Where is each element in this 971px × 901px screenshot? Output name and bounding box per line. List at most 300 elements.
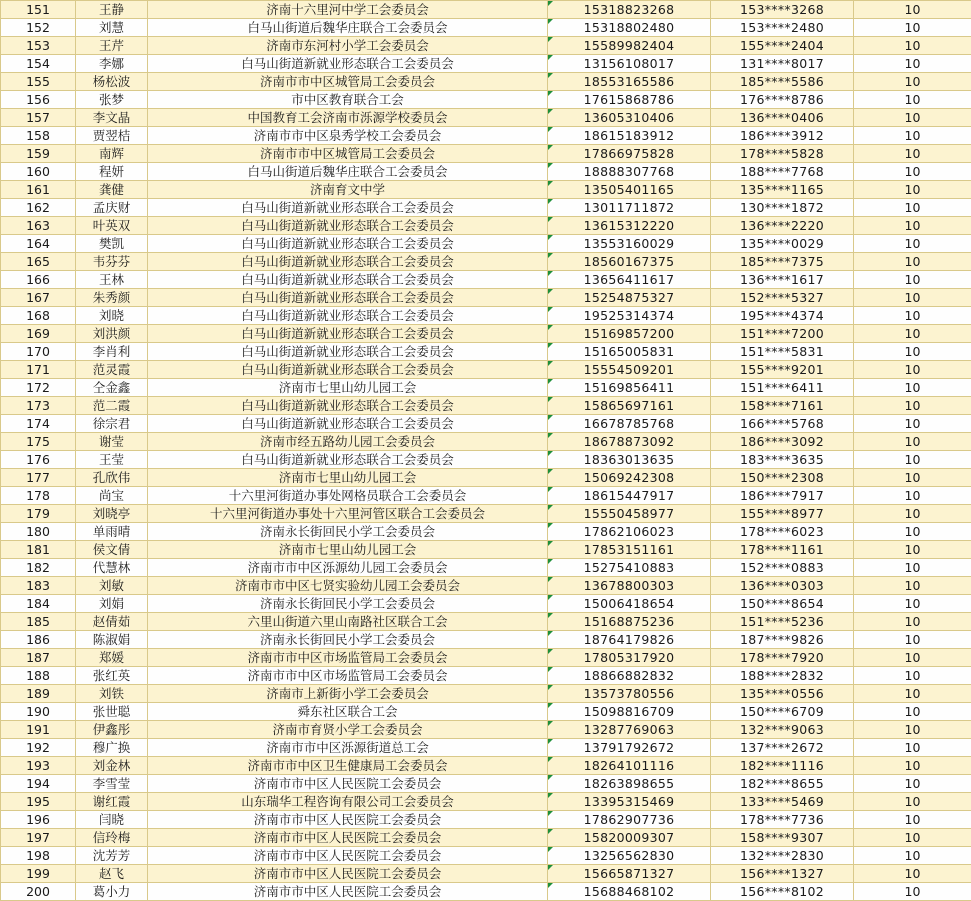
cell-phone[interactable]: 17862907736: [548, 811, 711, 829]
cell-masked-phone[interactable]: 136****2220: [711, 217, 854, 235]
cell-masked-phone[interactable]: 151****7200: [711, 325, 854, 343]
cell-count[interactable]: 10: [854, 73, 971, 91]
cell-name[interactable]: 穆广换: [76, 739, 148, 757]
cell-count[interactable]: 10: [854, 541, 971, 559]
cell-row-number[interactable]: 185: [1, 613, 76, 631]
cell-phone[interactable]: 15069242308: [548, 469, 711, 487]
cell-masked-phone[interactable]: 188****7768: [711, 163, 854, 181]
cell-phone[interactable]: 13678800303: [548, 577, 711, 595]
cell-row-number[interactable]: 163: [1, 217, 76, 235]
cell-name[interactable]: 侯文倩: [76, 541, 148, 559]
cell-masked-phone[interactable]: 158****7161: [711, 397, 854, 415]
cell-organization[interactable]: 济南十六里河中学工会委员会: [148, 1, 548, 19]
cell-count[interactable]: 10: [854, 595, 971, 613]
cell-row-number[interactable]: 173: [1, 397, 76, 415]
cell-row-number[interactable]: 188: [1, 667, 76, 685]
cell-row-number[interactable]: 159: [1, 145, 76, 163]
cell-row-number[interactable]: 191: [1, 721, 76, 739]
cell-row-number[interactable]: 200: [1, 883, 76, 901]
cell-organization[interactable]: 济南永长街回民小学工会委员会: [148, 631, 548, 649]
cell-row-number[interactable]: 157: [1, 109, 76, 127]
cell-masked-phone[interactable]: 155****8977: [711, 505, 854, 523]
cell-phone[interactable]: 18615447917: [548, 487, 711, 505]
cell-count[interactable]: 10: [854, 181, 971, 199]
cell-organization[interactable]: 白马山街道新就业形态联合工会委员会: [148, 343, 548, 361]
cell-row-number[interactable]: 168: [1, 307, 76, 325]
cell-count[interactable]: 10: [854, 883, 971, 901]
cell-name[interactable]: 张红英: [76, 667, 148, 685]
cell-row-number[interactable]: 179: [1, 505, 76, 523]
cell-masked-phone[interactable]: 150****6709: [711, 703, 854, 721]
cell-phone[interactable]: 13287769063: [548, 721, 711, 739]
cell-name[interactable]: 李文晶: [76, 109, 148, 127]
cell-count[interactable]: 10: [854, 397, 971, 415]
cell-phone[interactable]: 13791792672: [548, 739, 711, 757]
cell-phone[interactable]: 18263898655: [548, 775, 711, 793]
cell-organization[interactable]: 济南市市中区七贤实验幼儿园工会委员会: [148, 577, 548, 595]
cell-count[interactable]: 10: [854, 757, 971, 775]
cell-phone[interactable]: 15318823268: [548, 1, 711, 19]
cell-name[interactable]: 韦芬芬: [76, 253, 148, 271]
cell-phone[interactable]: 18560167375: [548, 253, 711, 271]
cell-phone[interactable]: 15820009307: [548, 829, 711, 847]
cell-name[interactable]: 张梦: [76, 91, 148, 109]
cell-name[interactable]: 谢莹: [76, 433, 148, 451]
cell-masked-phone[interactable]: 136****0303: [711, 577, 854, 595]
cell-row-number[interactable]: 164: [1, 235, 76, 253]
cell-phone[interactable]: 15318802480: [548, 19, 711, 37]
cell-masked-phone[interactable]: 151****6411: [711, 379, 854, 397]
cell-row-number[interactable]: 153: [1, 37, 76, 55]
cell-count[interactable]: 10: [854, 271, 971, 289]
cell-phone[interactable]: 13395315469: [548, 793, 711, 811]
cell-phone[interactable]: 13505401165: [548, 181, 711, 199]
cell-name[interactable]: 沈芳芳: [76, 847, 148, 865]
cell-organization[interactable]: 白马山街道新就业形态联合工会委员会: [148, 199, 548, 217]
cell-phone[interactable]: 17866975828: [548, 145, 711, 163]
cell-organization[interactable]: 济南市市中区泺源幼儿园工会委员会: [148, 559, 548, 577]
cell-organization[interactable]: 济南市市中区市场监管局工会委员会: [148, 667, 548, 685]
cell-masked-phone[interactable]: 152****5327: [711, 289, 854, 307]
cell-name[interactable]: 代慧林: [76, 559, 148, 577]
cell-row-number[interactable]: 154: [1, 55, 76, 73]
cell-phone[interactable]: 13156108017: [548, 55, 711, 73]
cell-organization[interactable]: 济南市七里山幼儿园工会: [148, 469, 548, 487]
cell-count[interactable]: 10: [854, 37, 971, 55]
cell-organization[interactable]: 白马山街道新就业形态联合工会委员会: [148, 361, 548, 379]
cell-masked-phone[interactable]: 151****5236: [711, 613, 854, 631]
cell-row-number[interactable]: 151: [1, 1, 76, 19]
cell-organization[interactable]: 十六里河街道办事处网格员联合工会委员会: [148, 487, 548, 505]
cell-phone[interactable]: 15275410883: [548, 559, 711, 577]
cell-masked-phone[interactable]: 130****1872: [711, 199, 854, 217]
cell-organization[interactable]: 济南市七里山幼儿园工会: [148, 379, 548, 397]
cell-row-number[interactable]: 178: [1, 487, 76, 505]
cell-name[interactable]: 南辉: [76, 145, 148, 163]
cell-phone[interactable]: 15169856411: [548, 379, 711, 397]
cell-organization[interactable]: 济南市市中区人民医院工会委员会: [148, 847, 548, 865]
cell-name[interactable]: 陈淑娟: [76, 631, 148, 649]
cell-phone[interactable]: 17805317920: [548, 649, 711, 667]
cell-phone[interactable]: 19525314374: [548, 307, 711, 325]
cell-organization[interactable]: 济南永长街回民小学工会委员会: [148, 523, 548, 541]
cell-count[interactable]: 10: [854, 703, 971, 721]
cell-masked-phone[interactable]: 135****0556: [711, 685, 854, 703]
cell-masked-phone[interactable]: 185****5586: [711, 73, 854, 91]
cell-row-number[interactable]: 174: [1, 415, 76, 433]
cell-row-number[interactable]: 156: [1, 91, 76, 109]
cell-organization[interactable]: 舜东社区联合工会: [148, 703, 548, 721]
cell-name[interactable]: 葛小力: [76, 883, 148, 901]
cell-masked-phone[interactable]: 155****2404: [711, 37, 854, 55]
cell-count[interactable]: 10: [854, 307, 971, 325]
cell-name[interactable]: 李雪莹: [76, 775, 148, 793]
cell-row-number[interactable]: 160: [1, 163, 76, 181]
cell-phone[interactable]: 18615183912: [548, 127, 711, 145]
cell-phone[interactable]: 13553160029: [548, 235, 711, 253]
cell-name[interactable]: 李肖利: [76, 343, 148, 361]
cell-organization[interactable]: 济南市市中区人民医院工会委员会: [148, 775, 548, 793]
cell-name[interactable]: 刘洪颜: [76, 325, 148, 343]
cell-name[interactable]: 贾翌桔: [76, 127, 148, 145]
cell-phone[interactable]: 16678785768: [548, 415, 711, 433]
cell-name[interactable]: 徐宗君: [76, 415, 148, 433]
cell-phone[interactable]: 13656411617: [548, 271, 711, 289]
cell-count[interactable]: 10: [854, 253, 971, 271]
cell-count[interactable]: 10: [854, 721, 971, 739]
cell-count[interactable]: 10: [854, 127, 971, 145]
cell-row-number[interactable]: 177: [1, 469, 76, 487]
cell-organization[interactable]: 济南育文中学: [148, 181, 548, 199]
cell-count[interactable]: 10: [854, 109, 971, 127]
cell-organization[interactable]: 济南市市中区城管局工会委员会: [148, 73, 548, 91]
cell-name[interactable]: 刘铁: [76, 685, 148, 703]
cell-organization[interactable]: 济南市市中区市场监管局工会委员会: [148, 649, 548, 667]
cell-masked-phone[interactable]: 150****8654: [711, 595, 854, 613]
cell-phone[interactable]: 13605310406: [548, 109, 711, 127]
cell-phone[interactable]: 15165005831: [548, 343, 711, 361]
cell-masked-phone[interactable]: 131****8017: [711, 55, 854, 73]
cell-phone[interactable]: 15254875327: [548, 289, 711, 307]
cell-count[interactable]: 10: [854, 685, 971, 703]
cell-masked-phone[interactable]: 186****3912: [711, 127, 854, 145]
cell-count[interactable]: 10: [854, 415, 971, 433]
cell-count[interactable]: 10: [854, 379, 971, 397]
cell-masked-phone[interactable]: 156****1327: [711, 865, 854, 883]
cell-masked-phone[interactable]: 136****0406: [711, 109, 854, 127]
cell-organization[interactable]: 六里山街道六里山南路社区联合工会: [148, 613, 548, 631]
cell-row-number[interactable]: 176: [1, 451, 76, 469]
cell-masked-phone[interactable]: 178****1161: [711, 541, 854, 559]
cell-masked-phone[interactable]: 156****8102: [711, 883, 854, 901]
cell-row-number[interactable]: 194: [1, 775, 76, 793]
cell-organization[interactable]: 济南市市中区人民医院工会委员会: [148, 865, 548, 883]
cell-row-number[interactable]: 190: [1, 703, 76, 721]
cell-row-number[interactable]: 189: [1, 685, 76, 703]
cell-row-number[interactable]: 158: [1, 127, 76, 145]
cell-phone[interactable]: 15665871327: [548, 865, 711, 883]
cell-organization[interactable]: 山东瑞华工程咨询有限公司工会委员会: [148, 793, 548, 811]
cell-row-number[interactable]: 161: [1, 181, 76, 199]
cell-masked-phone[interactable]: 188****2832: [711, 667, 854, 685]
cell-name[interactable]: 孔欣伟: [76, 469, 148, 487]
cell-count[interactable]: 10: [854, 451, 971, 469]
cell-count[interactable]: 10: [854, 487, 971, 505]
cell-phone[interactable]: 15006418654: [548, 595, 711, 613]
cell-organization[interactable]: 中国教育工会济南市泺源学校委员会: [148, 109, 548, 127]
cell-count[interactable]: 10: [854, 163, 971, 181]
cell-row-number[interactable]: 167: [1, 289, 76, 307]
cell-count[interactable]: 10: [854, 829, 971, 847]
cell-organization[interactable]: 济南市上新街小学工会委员会: [148, 685, 548, 703]
cell-organization[interactable]: 济南市市中区城管局工会委员会: [148, 145, 548, 163]
cell-row-number[interactable]: 195: [1, 793, 76, 811]
cell-row-number[interactable]: 198: [1, 847, 76, 865]
cell-count[interactable]: 10: [854, 577, 971, 595]
cell-count[interactable]: 10: [854, 145, 971, 163]
cell-phone[interactable]: 15550458977: [548, 505, 711, 523]
cell-count[interactable]: 10: [854, 649, 971, 667]
cell-count[interactable]: 10: [854, 793, 971, 811]
cell-organization[interactable]: 济南市市中区人民医院工会委员会: [148, 829, 548, 847]
cell-name[interactable]: 刘慧: [76, 19, 148, 37]
cell-masked-phone[interactable]: 158****9307: [711, 829, 854, 847]
cell-name[interactable]: 赵飞: [76, 865, 148, 883]
cell-phone[interactable]: 13573780556: [548, 685, 711, 703]
cell-name[interactable]: 王芹: [76, 37, 148, 55]
cell-row-number[interactable]: 186: [1, 631, 76, 649]
cell-organization[interactable]: 济南市经五路幼儿园工会委员会: [148, 433, 548, 451]
cell-count[interactable]: 10: [854, 343, 971, 361]
cell-phone[interactable]: 18363013635: [548, 451, 711, 469]
cell-name[interactable]: 王莹: [76, 451, 148, 469]
cell-phone[interactable]: 18764179826: [548, 631, 711, 649]
cell-row-number[interactable]: 193: [1, 757, 76, 775]
cell-masked-phone[interactable]: 133****5469: [711, 793, 854, 811]
cell-phone[interactable]: 15554509201: [548, 361, 711, 379]
cell-name[interactable]: 王林: [76, 271, 148, 289]
cell-phone[interactable]: 18553165586: [548, 73, 711, 91]
cell-organization[interactable]: 济南市东河村小学工会委员会: [148, 37, 548, 55]
cell-name[interactable]: 谢红霞: [76, 793, 148, 811]
cell-masked-phone[interactable]: 153****2480: [711, 19, 854, 37]
cell-count[interactable]: 10: [854, 847, 971, 865]
cell-name[interactable]: 刘晓亭: [76, 505, 148, 523]
cell-organization[interactable]: 十六里河街道办事处十六里河管区联合工会委员会: [148, 505, 548, 523]
cell-name[interactable]: 赵倩茹: [76, 613, 148, 631]
cell-masked-phone[interactable]: 135****1165: [711, 181, 854, 199]
cell-name[interactable]: 叶英双: [76, 217, 148, 235]
cell-count[interactable]: 10: [854, 199, 971, 217]
cell-count[interactable]: 10: [854, 523, 971, 541]
cell-organization[interactable]: 白马山街道新就业形态联合工会委员会: [148, 217, 548, 235]
cell-masked-phone[interactable]: 135****0029: [711, 235, 854, 253]
cell-name[interactable]: 张世聪: [76, 703, 148, 721]
cell-name[interactable]: 李娜: [76, 55, 148, 73]
cell-row-number[interactable]: 180: [1, 523, 76, 541]
cell-count[interactable]: 10: [854, 289, 971, 307]
cell-phone[interactable]: 18264101116: [548, 757, 711, 775]
cell-row-number[interactable]: 162: [1, 199, 76, 217]
cell-organization[interactable]: 白马山街道新就业形态联合工会委员会: [148, 253, 548, 271]
cell-name[interactable]: 朱秀颜: [76, 289, 148, 307]
cell-count[interactable]: 10: [854, 667, 971, 685]
cell-masked-phone[interactable]: 178****5828: [711, 145, 854, 163]
cell-organization[interactable]: 济南市市中区泺源街道总工会: [148, 739, 548, 757]
cell-organization[interactable]: 白马山街道新就业形态联合工会委员会: [148, 289, 548, 307]
cell-masked-phone[interactable]: 166****5768: [711, 415, 854, 433]
cell-row-number[interactable]: 197: [1, 829, 76, 847]
cell-phone[interactable]: 13615312220: [548, 217, 711, 235]
cell-phone[interactable]: 17615868786: [548, 91, 711, 109]
cell-masked-phone[interactable]: 176****8786: [711, 91, 854, 109]
cell-masked-phone[interactable]: 186****3092: [711, 433, 854, 451]
cell-count[interactable]: 10: [854, 55, 971, 73]
cell-count[interactable]: 10: [854, 775, 971, 793]
cell-row-number[interactable]: 183: [1, 577, 76, 595]
cell-count[interactable]: 10: [854, 469, 971, 487]
cell-name[interactable]: 龚健: [76, 181, 148, 199]
cell-masked-phone[interactable]: 182****1116: [711, 757, 854, 775]
cell-organization[interactable]: 白马山街道后魏华庄联合工会委员会: [148, 163, 548, 181]
cell-organization[interactable]: 白马山街道新就业形态联合工会委员会: [148, 307, 548, 325]
cell-name[interactable]: 樊凯: [76, 235, 148, 253]
cell-phone[interactable]: 17862106023: [548, 523, 711, 541]
cell-organization[interactable]: 白马山街道新就业形态联合工会委员会: [148, 235, 548, 253]
cell-name[interactable]: 刘敏: [76, 577, 148, 595]
cell-masked-phone[interactable]: 155****9201: [711, 361, 854, 379]
cell-masked-phone[interactable]: 178****7736: [711, 811, 854, 829]
cell-masked-phone[interactable]: 151****5831: [711, 343, 854, 361]
cell-masked-phone[interactable]: 178****6023: [711, 523, 854, 541]
cell-row-number[interactable]: 199: [1, 865, 76, 883]
cell-masked-phone[interactable]: 150****2308: [711, 469, 854, 487]
cell-count[interactable]: 10: [854, 235, 971, 253]
cell-count[interactable]: 10: [854, 811, 971, 829]
cell-row-number[interactable]: 169: [1, 325, 76, 343]
cell-masked-phone[interactable]: 178****7920: [711, 649, 854, 667]
cell-name[interactable]: 伊鑫彤: [76, 721, 148, 739]
cell-organization[interactable]: 白马山街道新就业形态联合工会委员会: [148, 55, 548, 73]
cell-name[interactable]: 刘金林: [76, 757, 148, 775]
cell-count[interactable]: 10: [854, 559, 971, 577]
cell-name[interactable]: 仝金鑫: [76, 379, 148, 397]
cell-name[interactable]: 单雨晴: [76, 523, 148, 541]
cell-organization[interactable]: 济南市市中区泉秀学校工会委员会: [148, 127, 548, 145]
cell-name[interactable]: 范二霞: [76, 397, 148, 415]
cell-count[interactable]: 10: [854, 631, 971, 649]
cell-phone[interactable]: 15168875236: [548, 613, 711, 631]
cell-count[interactable]: 10: [854, 19, 971, 37]
cell-organization[interactable]: 市中区教育联合工会: [148, 91, 548, 109]
cell-phone[interactable]: 15865697161: [548, 397, 711, 415]
cell-organization[interactable]: 白马山街道新就业形态联合工会委员会: [148, 271, 548, 289]
cell-phone[interactable]: 18866882832: [548, 667, 711, 685]
cell-row-number[interactable]: 192: [1, 739, 76, 757]
cell-phone[interactable]: 15169857200: [548, 325, 711, 343]
cell-organization[interactable]: 白马山街道新就业形态联合工会委员会: [148, 397, 548, 415]
cell-masked-phone[interactable]: 132****9063: [711, 721, 854, 739]
cell-organization[interactable]: 济南市市中区人民医院工会委员会: [148, 883, 548, 901]
cell-phone[interactable]: 15098816709: [548, 703, 711, 721]
cell-count[interactable]: 10: [854, 433, 971, 451]
cell-row-number[interactable]: 165: [1, 253, 76, 271]
cell-phone[interactable]: 15688468102: [548, 883, 711, 901]
cell-phone[interactable]: 15589982404: [548, 37, 711, 55]
cell-row-number[interactable]: 187: [1, 649, 76, 667]
cell-phone[interactable]: 13011711872: [548, 199, 711, 217]
cell-row-number[interactable]: 166: [1, 271, 76, 289]
cell-name[interactable]: 闫晓: [76, 811, 148, 829]
cell-masked-phone[interactable]: 195****4374: [711, 307, 854, 325]
cell-count[interactable]: 10: [854, 865, 971, 883]
cell-row-number[interactable]: 172: [1, 379, 76, 397]
cell-organization[interactable]: 白马山街道新就业形态联合工会委员会: [148, 325, 548, 343]
cell-count[interactable]: 10: [854, 217, 971, 235]
cell-name[interactable]: 王静: [76, 1, 148, 19]
cell-masked-phone[interactable]: 136****1617: [711, 271, 854, 289]
cell-masked-phone[interactable]: 186****7917: [711, 487, 854, 505]
cell-organization[interactable]: 济南永长街回民小学工会委员会: [148, 595, 548, 613]
cell-masked-phone[interactable]: 137****2672: [711, 739, 854, 757]
cell-name[interactable]: 刘娟: [76, 595, 148, 613]
cell-row-number[interactable]: 152: [1, 19, 76, 37]
cell-row-number[interactable]: 184: [1, 595, 76, 613]
cell-organization[interactable]: 济南市七里山幼儿园工会: [148, 541, 548, 559]
cell-row-number[interactable]: 175: [1, 433, 76, 451]
cell-masked-phone[interactable]: 182****8655: [711, 775, 854, 793]
cell-masked-phone[interactable]: 183****3635: [711, 451, 854, 469]
cell-masked-phone[interactable]: 185****7375: [711, 253, 854, 271]
cell-masked-phone[interactable]: 153****3268: [711, 1, 854, 19]
cell-name[interactable]: 孟庆财: [76, 199, 148, 217]
cell-organization[interactable]: 济南市育贤小学工会委员会: [148, 721, 548, 739]
cell-organization[interactable]: 济南市市中区卫生健康局工会委员会: [148, 757, 548, 775]
cell-count[interactable]: 10: [854, 1, 971, 19]
cell-organization[interactable]: 白马山街道后魏华庄联合工会委员会: [148, 19, 548, 37]
cell-name[interactable]: 尚宝: [76, 487, 148, 505]
cell-count[interactable]: 10: [854, 361, 971, 379]
cell-count[interactable]: 10: [854, 613, 971, 631]
cell-masked-phone[interactable]: 187****9826: [711, 631, 854, 649]
cell-organization[interactable]: 白马山街道新就业形态联合工会委员会: [148, 451, 548, 469]
cell-count[interactable]: 10: [854, 739, 971, 757]
cell-name[interactable]: 刘晓: [76, 307, 148, 325]
cell-row-number[interactable]: 182: [1, 559, 76, 577]
cell-name[interactable]: 范灵霞: [76, 361, 148, 379]
cell-count[interactable]: 10: [854, 505, 971, 523]
cell-phone[interactable]: 13256562830: [548, 847, 711, 865]
cell-name[interactable]: 信玲梅: [76, 829, 148, 847]
cell-masked-phone[interactable]: 132****2830: [711, 847, 854, 865]
cell-row-number[interactable]: 155: [1, 73, 76, 91]
cell-masked-phone[interactable]: 152****0883: [711, 559, 854, 577]
cell-row-number[interactable]: 171: [1, 361, 76, 379]
cell-name[interactable]: 杨松波: [76, 73, 148, 91]
cell-name[interactable]: 程妍: [76, 163, 148, 181]
cell-row-number[interactable]: 196: [1, 811, 76, 829]
cell-organization[interactable]: 白马山街道新就业形态联合工会委员会: [148, 415, 548, 433]
cell-count[interactable]: 10: [854, 325, 971, 343]
cell-organization[interactable]: 济南市市中区人民医院工会委员会: [148, 811, 548, 829]
cell-count[interactable]: 10: [854, 91, 971, 109]
cell-row-number[interactable]: 170: [1, 343, 76, 361]
cell-phone[interactable]: 18888307768: [548, 163, 711, 181]
cell-row-number[interactable]: 181: [1, 541, 76, 559]
cell-phone[interactable]: 17853151161: [548, 541, 711, 559]
cell-name[interactable]: 郑媛: [76, 649, 148, 667]
cell-phone[interactable]: 18678873092: [548, 433, 711, 451]
